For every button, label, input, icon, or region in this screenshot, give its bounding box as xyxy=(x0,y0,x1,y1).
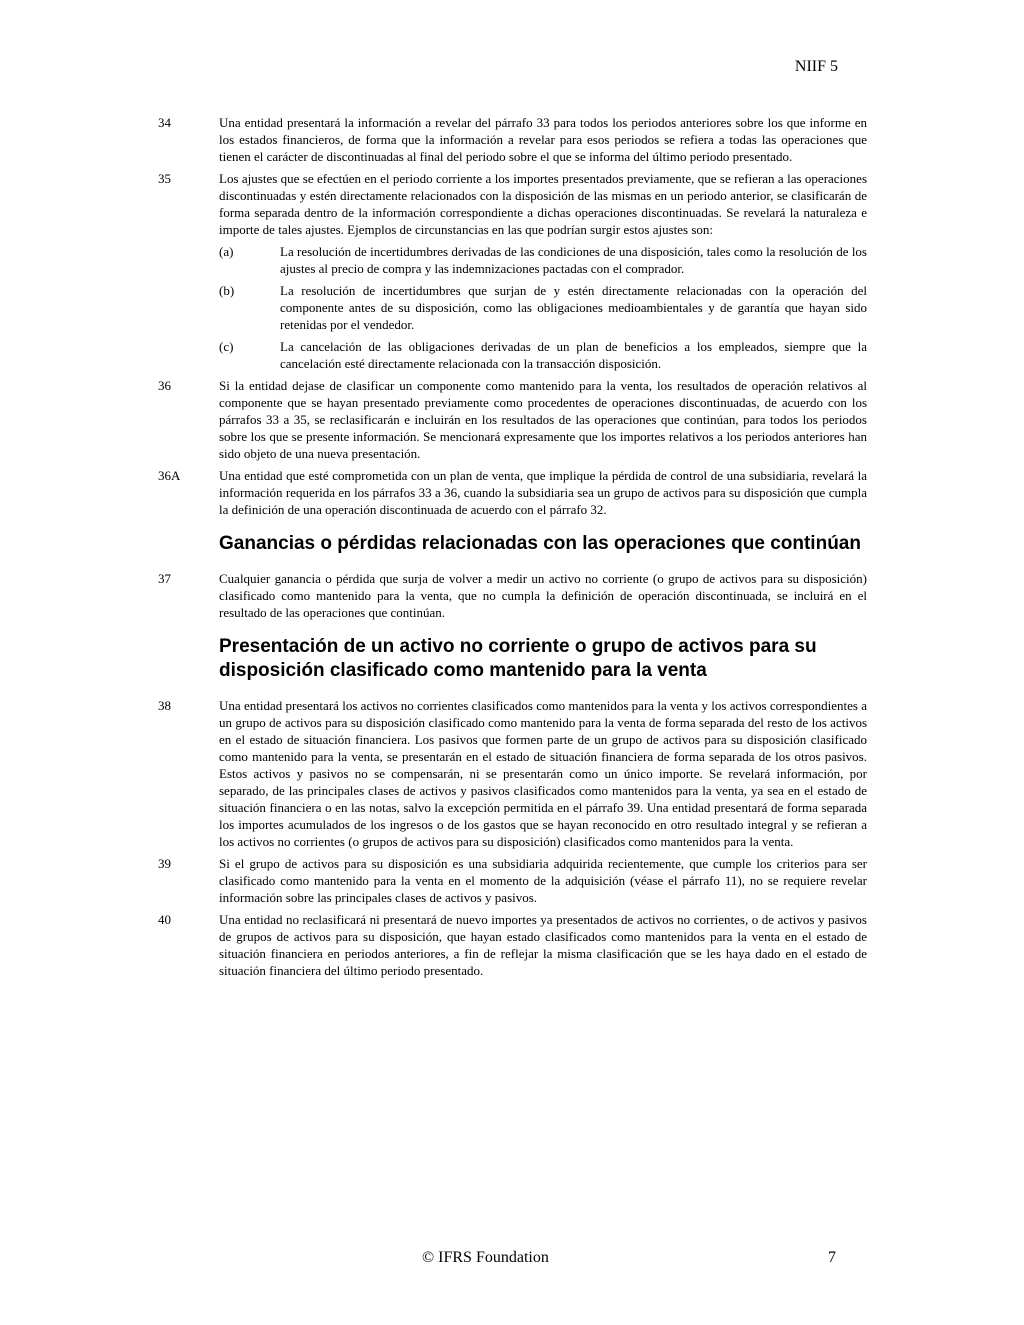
subitem-b xyxy=(219,282,867,333)
paragraph-text: Cualquier ganancia o pérdida que surja de volver a medir un activo no corriente (o grupo de activos para su disposición) clasificado como mantenido para la venta, que no cumpla la definición de operación discontinuada, se incluirá en el resultado de las operaciones que continúan. xyxy=(219,571,867,620)
paragraph-35 xyxy=(158,170,867,372)
page-number: 7 xyxy=(828,1249,836,1266)
paragraph-body xyxy=(219,170,867,372)
paragraph-text: Una entidad que esté comprometida con un plan de venta, que implique la pérdida de control de una subsidiaria, revelará la información requerida en los párrafos 33 a 36, cuando la subsidiaria sea un grupo de activos para su disposición que cumpla la definición de una operación discontinuada de acuerdo con el párrafo 32. xyxy=(219,468,867,517)
paragraph-36a xyxy=(158,467,867,518)
paragraph-number: 39 xyxy=(158,856,171,871)
standard-header: NIIF 5 xyxy=(794,58,838,75)
paragraph-text: Una entidad presentará la información a revelar del párrafo 33 para todos los periodos anteriores sobre los que informe en los estados financieros, de forma que la información a revelar para esos periodos se refiera a todas las operaciones que tienen el carácter de discontinuadas al final del periodo sobre el que se informa del último periodo presentado. xyxy=(219,115,867,164)
paragraph-text: Los ajustes que se efectúen en el periodo corriente a los importes presentados previamente, que se refieran a las operaciones discontinuadas y estén directamente relacionados con la disposición de las mismas en un periodo anterior, se clasificarán de forma separada dentro de la información correspondiente a dichas operaciones discontinuadas. Se revelará la naturaleza e importe de tales ajustes. Ejemplos de circunstancias en las que podrían surgir estos ajustes son: xyxy=(219,171,867,237)
paragraph-34 xyxy=(158,114,867,165)
subitem-text: La resolución de incertidumbres derivadas de las condiciones de una disposición, tales como la resolución de los ajustes al precio de compra y las indemnizaciones pactadas con el comprador. xyxy=(280,244,867,276)
paragraph-text: Una entidad no reclasificará ni presentará de nuevo importes ya presentados de activos no corrientes, o de activos y pasivos de grupos de activos para su disposición, que hayan estado clasificados como mantenidos para la venta en el estado de situación financiera en periodos anteriores, a fin de reflejar la misma clasificación que se les haya dado en el estado de situación financiera del último periodo presentado. xyxy=(219,912,867,978)
paragraph-number: 34 xyxy=(158,115,171,130)
subitem-label: (b) xyxy=(219,283,235,298)
paragraph-number: 36 xyxy=(158,378,171,393)
copyright-notice: © IFRS Foundation xyxy=(422,1249,549,1266)
paragraph-38 xyxy=(158,697,867,850)
subitem-text: La resolución de incertidumbres que surjan de y estén directamente relacionadas con la operación del componente antes de su disposición, como las obligaciones medioambientales y de garantía que hayan sido retenidas por el vendedor. xyxy=(280,283,867,332)
subitem-label: (c) xyxy=(219,339,234,354)
paragraph-text: Si la entidad dejase de clasificar un componente como mantenido para la venta, los resultados de operación relativos al componente que se hayan presentado previamente como procedentes de operaciones discontinuadas, de acuerdo con los párrafos 33 a 35, se reclasificarán e incluirán en los resultados de las operaciones que continúan, para todos los periodos sobre los que se presente información. Se mencionará expresamente que los importes relativos a los periodos anteriores han sido objeto de una nueva presentación. xyxy=(219,378,867,461)
paragraph-number: 37 xyxy=(158,571,171,586)
paragraph-36 xyxy=(158,377,867,462)
paragraph-37 xyxy=(158,570,867,621)
subitem-label: (a) xyxy=(219,244,234,259)
paragraph-number: 38 xyxy=(158,698,171,713)
subitem-c xyxy=(219,338,867,372)
paragraph-text: Una entidad presentará los activos no corrientes clasificados como mantenidos para la venta y los activos correspondientes a un grupo de activos para su disposición clasificado como mantenido para la venta de forma separada del resto de los activos en el estado de situación financiera. Los pasivos que formen parte de un grupo de activos para su disposición clasificado como mantenido para la venta, se presentarán en el estado de situación financiera de forma separada de los otros pasivos. Estos activos y pasivos no se compensarán, ni se presentarán como un único importe. Se revelará información, por separado, de las principales clases de activos y pasivos clasificados como mantenidos para la venta, ya sea en el estado de situación financiera o en las notas, salvo la excepción permitida en el párrafo 39. Una entidad presentará de forma separada los importes acumulados de los ingresos o de los gastos que se hayan reconocido en otro resultado integral y se refieran a los activos no corrientes (o grupos de activos para su disposición) clasificados como mantenidos para la venta. xyxy=(219,698,867,849)
paragraph-40 xyxy=(158,911,867,979)
paragraph-39 xyxy=(158,855,867,906)
paragraph-text: Si el grupo de activos para su disposición es una subsidiaria adquirida recientemente, que cumple los criterios para ser clasificado como mantenido para la venta en el momento de la adquisición (véase el párrafo 11), no se requiere revelar información sobre las principales clases de activos y pasivos. xyxy=(219,856,867,905)
paragraph-number: 36A xyxy=(158,468,181,483)
section-heading-presentation: Presentación de un activo no corriente o grupo de activos para su disposición clasificado como mantenido para la venta xyxy=(219,636,817,681)
document-body xyxy=(158,114,867,984)
subitem-a xyxy=(219,243,867,277)
subitem-text: La cancelación de las obligaciones derivadas de un plan de beneficios a los empleados, siempre que la cancelación esté directamente relacionada con la transacción disposición. xyxy=(280,339,867,371)
section-heading-continuing-operations: Ganancias o pérdidas relacionadas con las operaciones que continúan xyxy=(219,533,861,554)
paragraph-number: 40 xyxy=(158,912,171,927)
paragraph-number: 35 xyxy=(158,171,171,186)
